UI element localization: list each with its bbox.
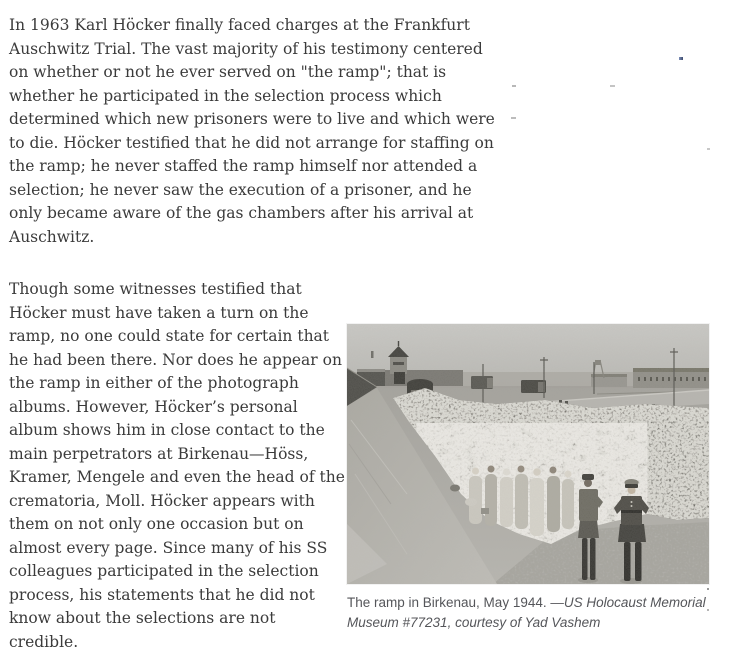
stray-artifact [707,609,709,611]
paragraph-trial-testimony: In 1963 Karl Höcker finally faced charges at the Frankfurt Auschwitz Trial. The vast majority of his testimony centered on whether or not he ever served on "the ramp"; that is whether he participated in the selection process which determined which new prisoners were to live and which were to die. Höcker testified that he did not arrange for staffing on the ramp; he never staffed the ramp himself nor attended a selection; he never saw the execution of a prisoner, and he only became aware of the gas chambers after his arrival at Auschwitz. [9,16,495,246]
stray-artifact [707,588,709,590]
stray-artifact [610,85,615,87]
birkenau-ramp-photo [347,324,709,584]
photo-caption [347,593,707,633]
birkenau-ramp-photo-art [347,324,709,584]
photo-caption-text: The ramp in Birkenau, May 1944. [347,595,551,610]
stray-artifact [511,117,516,119]
paragraph-ramp-evidence: Though some witnesses testified that Höcker must have taken a turn on the ramp, no one could state for certain that he had been there. Nor does he appear on the ramp in either of the photograph albums. However, Höcker’s personal album shows him in close contact to the main perpetrators at Birkenau—Höss, Kramer, Mengele and even the head of the crematoria, Moll. Höcker appears with them on not only one occasion but on almost every page. Since many of his SS colleagues participated in the selection process, his statements that he did not know about the selections are not credible. [9,280,345,651]
figure [347,324,709,633]
stray-artifact [512,85,516,87]
text-and-figure-row [9,278,735,654]
stray-artifact [679,57,683,60]
stray-artifact [707,148,710,150]
photo-caption-credit: —US Holocaust Memorial Museum #77231, courtesy of Yad Vashem [347,595,706,630]
